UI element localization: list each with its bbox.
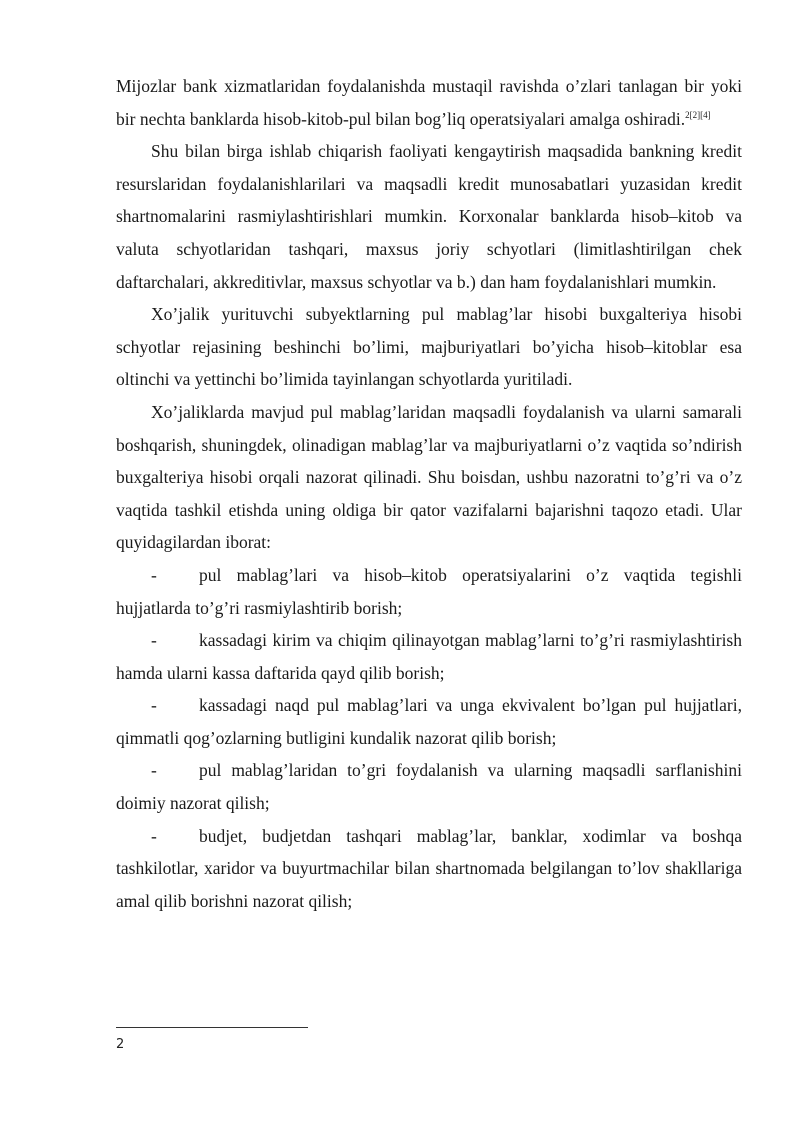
footnote-number: 2: [116, 1037, 125, 1052]
paragraph-3: Xo’jalik yurituvchi subyektlarning pul mablag’lar hisobi buxgalteriya hisobi schyotlar rejasining beshinchi bo’limi, majburiyatlari bo’yicha hisob–kitoblar esa oltinchi va yettinchi bo’limida tayinlangan schyotlarda yuritiladi.: [116, 304, 742, 390]
list-bullet: -: [151, 564, 157, 585]
list-item-text: pul mablag’lari va hisob–kitob operatsiyalarini o’z vaqtida tegishli hujjatlarda to’g’ri rasmiylashtirib borish;: [116, 564, 742, 618]
list-item: [116, 689, 742, 754]
list-item-text: kassadagi naqd pul mablag’lari va unga ekvivalent bo’lgan pul hujjatlari, qimmatli qog’ozlarning butligini kundalik nazorat qilib borish;: [116, 695, 742, 748]
list-item: [116, 559, 742, 624]
list-item-text: pul mablag’laridan to’gri foydalanish va ularning maqsadli sarflanishini doimiy nazorat qilish;: [116, 760, 742, 814]
paragraph-1: [116, 70, 742, 135]
list-item: [116, 820, 742, 918]
list-bullet: -: [151, 630, 157, 651]
list-item: [116, 624, 742, 689]
footnote-reference[interactable]: 2[2][4]: [685, 109, 711, 120]
footnote-separator: [116, 1027, 308, 1028]
list-bullet: -: [151, 760, 157, 781]
list-item-text: kassadagi kirim va chiqim qilinayotgan mablag’larni to’g’ri rasmiylashtirish hamda ularni kassa daftarida qayd qilib borish;: [116, 630, 742, 683]
list-bullet: -: [151, 825, 157, 846]
paragraph-1-text: Mijozlar bank xizmatlaridan foydalanishda mustaqil ravishda o’zlari tanlagan bir yoki bir nechta banklarda hisob-kitob-pul bilan bog’liq operatsiyalari amalga oshiradi.: [116, 76, 742, 129]
paragraph-2: Shu bilan birga ishlab chiqarish faoliyati kengaytirish maqsadida bankning kredit resurslaridan foydalanishlarilari va maqsadli kredit munosabatlari yuzasidan kredit shartnomalarini rasmiylashtirishlari mumkin. Korxonalar banklarda hisob–kitob va valuta schyotlaridan tashqari, maxsus joriy schyotlari (limitlashtirilgan chek daftarchalari, akkreditivlar, maxsus schyotlar va b.) dan ham foydalanishlari mumkin.: [116, 141, 742, 292]
document-body: [116, 70, 742, 917]
paragraph-4: Xo’jaliklarda mavjud pul mablag’laridan maqsadli foydalanish va ularni samarali boshqarish, shuningdek, olinadigan mablag’lar va majburiyatlarni o’z vaqtida so’ndirish buxgalteriya hisobi orqali nazorat qilinadi. Shu boisdan, ushbu nazoratni to’g’ri va o’z vaqtida tashkil etishda uning oldiga bir qator vazifalarni bajarishni taqozo etadi. Ular quyidagilardan iborat:: [116, 401, 742, 553]
list-bullet: -: [151, 695, 157, 716]
list-item: [116, 754, 742, 819]
list-item-text: budjet, budjetdan tashqari mablag’lar, banklar, xodimlar va boshqa tashkilotlar, xaridor va buyurtmachilar bilan shartnomada belgilangan to’lov shakllariga amal qilib borishni nazorat qilish;: [116, 825, 742, 911]
